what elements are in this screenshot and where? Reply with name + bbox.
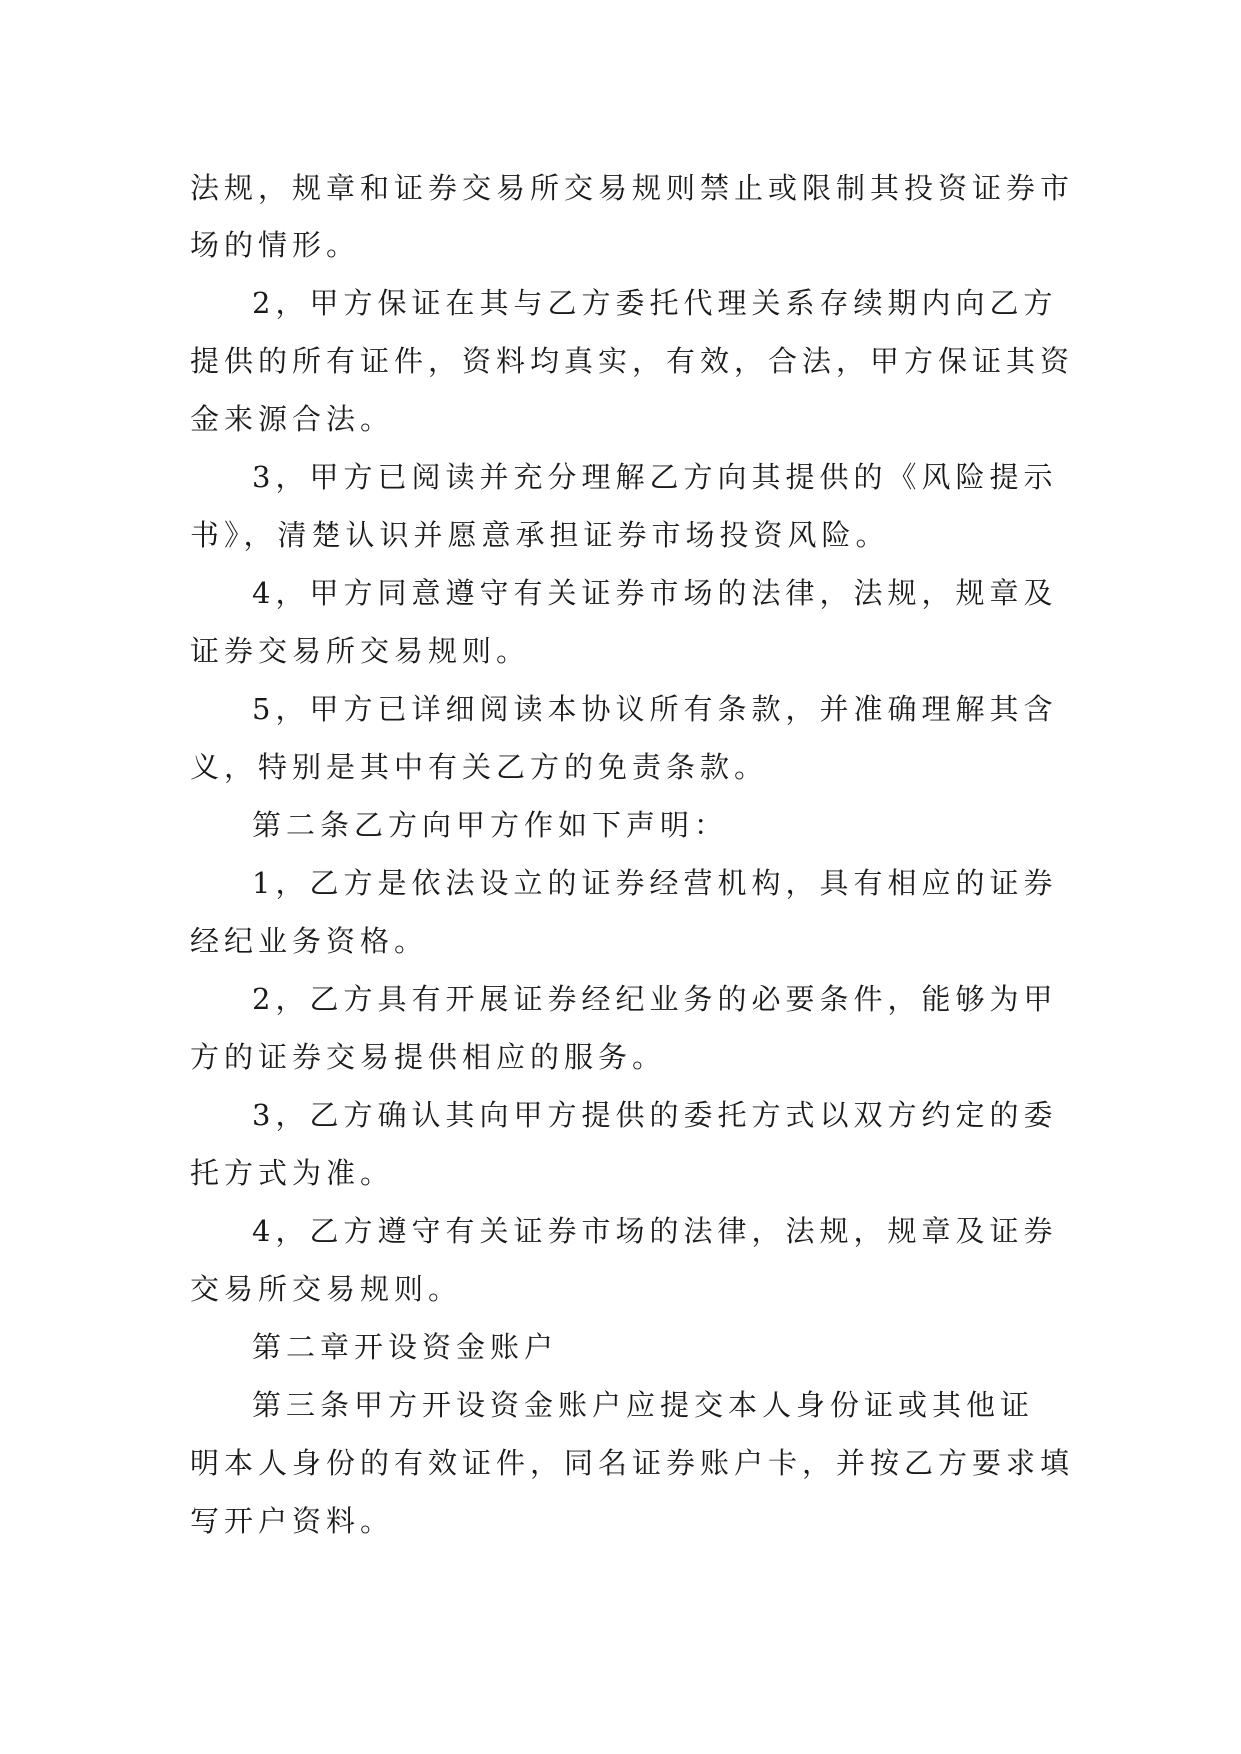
text-line: 3，甲方已阅读并充分理解乙方向其提供的《风险提示 (252, 460, 1058, 494)
text-line: 1，乙方是依法设立的证券经营机构，具有相应的证券 (252, 866, 1058, 900)
text-line: 写开户资料。 (190, 1504, 395, 1538)
text-line: 明本人身份的有效证件，同名证券账户卡，并按乙方要求填 (190, 1446, 1075, 1480)
text-line: 金来源合法。 (190, 402, 395, 436)
text-line: 3，乙方确认其向甲方提供的委托方式以双方约定的委 (252, 1098, 1058, 1132)
text-line: 经纪业务资格。 (190, 924, 429, 958)
text-line: 场的情形。 (190, 228, 361, 262)
text-line: 书》，清楚认识并愿意承担证券市场投资风险。 (190, 518, 890, 552)
text-line: 2，甲方保证在其与乙方委托代理关系存续期内向乙方 (252, 286, 1058, 320)
text-line: 4，乙方遵守有关证券市场的法律，法规，规章及证券 (252, 1214, 1058, 1248)
text-line: 第三条甲方开设资金账户应提交本人身份证或其他证 (252, 1388, 1035, 1422)
text-line: 2，乙方具有开展证券经纪业务的必要条件，能够为甲 (252, 982, 1058, 1016)
chapter-heading: 第二章开设资金账户 (252, 1330, 559, 1364)
text-line: 证券交易所交易规则。 (190, 634, 531, 668)
text-line: 义，特别是其中有关乙方的免责条款。 (190, 750, 769, 784)
text-line: 4，甲方同意遵守有关证券市场的法律，法规，规章及 (252, 576, 1058, 610)
text-line: 托方式为准。 (190, 1156, 395, 1190)
text-line: 提供的所有证件，资料均真实，有效，合法，甲方保证其资 (190, 344, 1075, 378)
text-line: 法规，规章和证券交易所交易规则禁止或限制其投资证券市 (190, 171, 1075, 205)
text-line: 交易所交易规则。 (190, 1272, 463, 1306)
text-line: 方的证券交易提供相应的服务。 (190, 1040, 667, 1074)
section-heading: 第二条乙方向甲方作如下声明： (252, 808, 729, 842)
text-line: 5，甲方已详细阅读本协议所有条款，并准确理解其含 (252, 692, 1058, 726)
